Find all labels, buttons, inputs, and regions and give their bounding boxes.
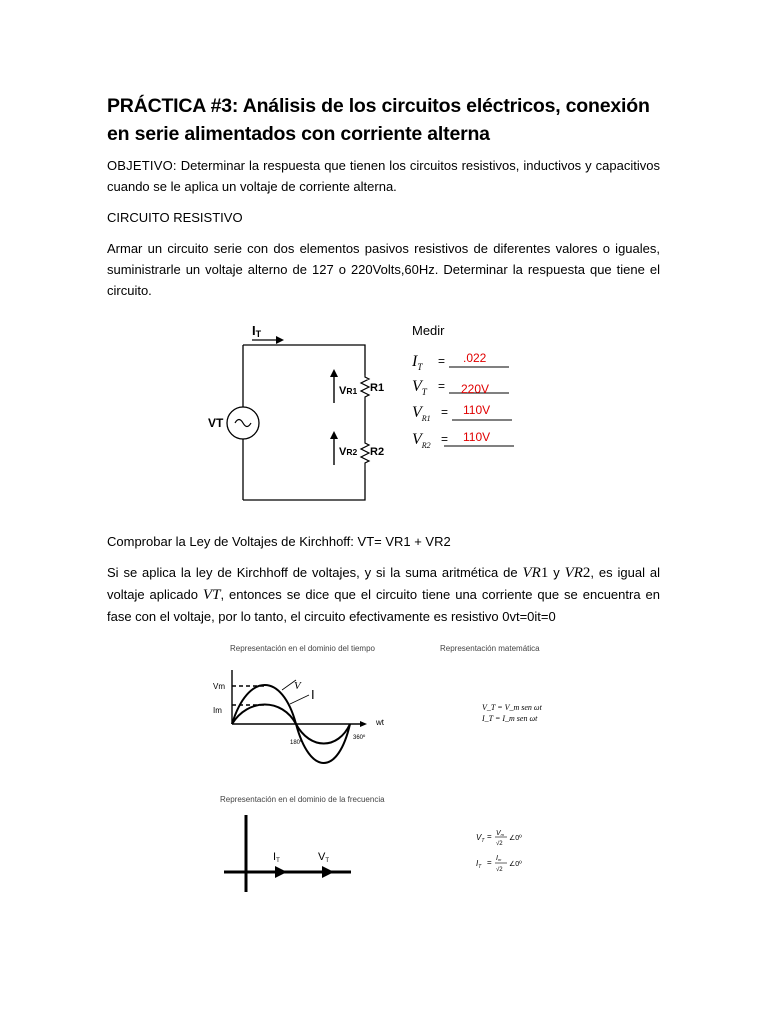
equals-sign: =	[441, 405, 449, 419]
equals-sign: =	[441, 432, 449, 446]
vt-phasor-equation	[476, 830, 522, 847]
vr1-label: VR1	[339, 385, 358, 397]
svg-text:√2: √2	[496, 841, 503, 847]
phasor-diagram	[220, 812, 360, 897]
im-label: Im	[213, 706, 222, 715]
measure-row-vr2	[412, 430, 514, 450]
objective-label: OBJETIVO:	[107, 158, 177, 173]
svg-text:=: =	[487, 858, 492, 867]
math-equations	[482, 702, 542, 724]
it-phasor-equation	[476, 855, 522, 873]
page-title: PRÁCTICA #3: Análisis de los circuitos eléctricos, conexión en serie alimentados con corriente alterna	[107, 95, 650, 145]
conclusion-text: , es igual al voltaje aplicado	[107, 565, 660, 602]
x-axis-arrowhead-icon	[360, 721, 367, 727]
vt-equation: V_T = V_m sen ωt	[482, 703, 542, 712]
it-phasor-label: IT	[273, 851, 280, 864]
var-vt: VT	[202, 587, 221, 603]
measure-value: 110V	[463, 430, 491, 444]
vm-label: Vm	[213, 682, 225, 691]
measure-heading: Medir	[412, 323, 445, 338]
current-arrowhead-icon	[276, 336, 284, 344]
measure-row-vr1	[412, 403, 512, 423]
var-vr2: VR2	[564, 565, 591, 581]
vr1-arrowhead-icon	[330, 369, 338, 377]
wt-label: wt	[376, 718, 384, 727]
math-repr-caption: Representación matemática	[440, 644, 540, 653]
equals-sign: =	[438, 354, 446, 368]
vr2-arrowhead-icon	[330, 431, 338, 439]
measure-value: .022	[463, 351, 487, 365]
source-label: VT	[208, 416, 224, 430]
tick-360: 360º	[353, 735, 366, 741]
conclusion-text: Si se aplica la ley de Kirchhoff de voltajes, y si la suma aritmética de	[107, 565, 523, 580]
measure-value: 220V	[461, 382, 490, 396]
measure-symbol: $I_T$	[412, 353, 423, 372]
measure-symbol: $V_{R1}$	[412, 404, 431, 423]
equals-sign: =	[438, 379, 446, 393]
time-domain-graph	[210, 662, 395, 772]
svg-text:Im: Im	[496, 855, 502, 862]
measure-value: 110V	[463, 403, 491, 417]
objective-paragraph	[107, 155, 660, 197]
conclusion-paragraph	[107, 562, 660, 627]
vt-phasor-arrowhead-icon	[322, 866, 334, 878]
svg-text:Vm: Vm	[496, 830, 505, 837]
r2-label: R2	[370, 446, 385, 458]
svg-text:∠0º: ∠0º	[509, 835, 522, 842]
tick-180: 180º	[290, 740, 303, 746]
phasor-equations	[474, 826, 534, 878]
measure-row-vt	[412, 378, 509, 397]
var-vr1: VR1	[522, 565, 549, 581]
it-equation: I_T = I_m sen ωt	[482, 714, 538, 723]
svg-text:VT: $V_T$	[476, 833, 485, 844]
svg-text:IT: $I_T$	[476, 859, 482, 870]
r1-label: R1	[370, 382, 385, 394]
i-curve-label: I	[311, 687, 315, 702]
current-label: IT	[252, 323, 262, 339]
resistor-r2	[361, 440, 369, 470]
freq-domain-caption: Representación en el dominio de la frecuencia	[220, 795, 385, 804]
conclusion-text: , entonces se dice que el circuito tiene una corriente que se encuentra en fase con el voltaje, por lo tanto, el circuito efectivamente es resistivo 0vt=0it=0	[107, 587, 660, 624]
svg-text:√2: √2	[496, 867, 503, 873]
objective-text: Determinar la respuesta que tienen los circuitos resistivos, inductivos y capacitivos cuando se le aplica un voltaje de corriente alterna.	[107, 158, 660, 194]
resistor-r1	[361, 375, 369, 400]
measurement-list	[408, 345, 528, 455]
conclusion-text: y	[548, 565, 565, 580]
sine-wave-icon	[235, 420, 251, 427]
time-domain-caption: Representación en el dominio del tiempo	[230, 644, 375, 653]
circuit-wire-top	[243, 345, 365, 375]
v-curve-label: V	[294, 680, 301, 692]
circuit-wire-bottom	[243, 470, 365, 500]
measure-symbol: $V_{R2}$	[412, 431, 431, 450]
kirchhoff-check: Comprobar la Ley de Voltajes de Kirchhoff: VT= VR1 + VR2	[107, 534, 451, 549]
measure-row-it	[411, 351, 509, 372]
svg-text:=: =	[487, 832, 492, 841]
it-phasor-arrowhead-icon	[275, 866, 287, 878]
svg-text:∠0º: ∠0º	[509, 861, 522, 868]
measure-symbol: $V_T$	[412, 378, 427, 397]
i-leader-line	[290, 695, 309, 704]
vt-phasor-label: VT	[318, 851, 330, 864]
vr2-label: VR2	[339, 446, 358, 458]
section-heading: CIRCUITO RESISTIVO	[107, 210, 243, 225]
instructions-paragraph: Armar un circuito serie con dos elementos pasivos resistivos de diferentes valores o iguales, suministrarle un voltaje alterno de 127 o 220Volts,60Hz. Determinar la respuesta que tiene el circuito.	[107, 241, 660, 298]
